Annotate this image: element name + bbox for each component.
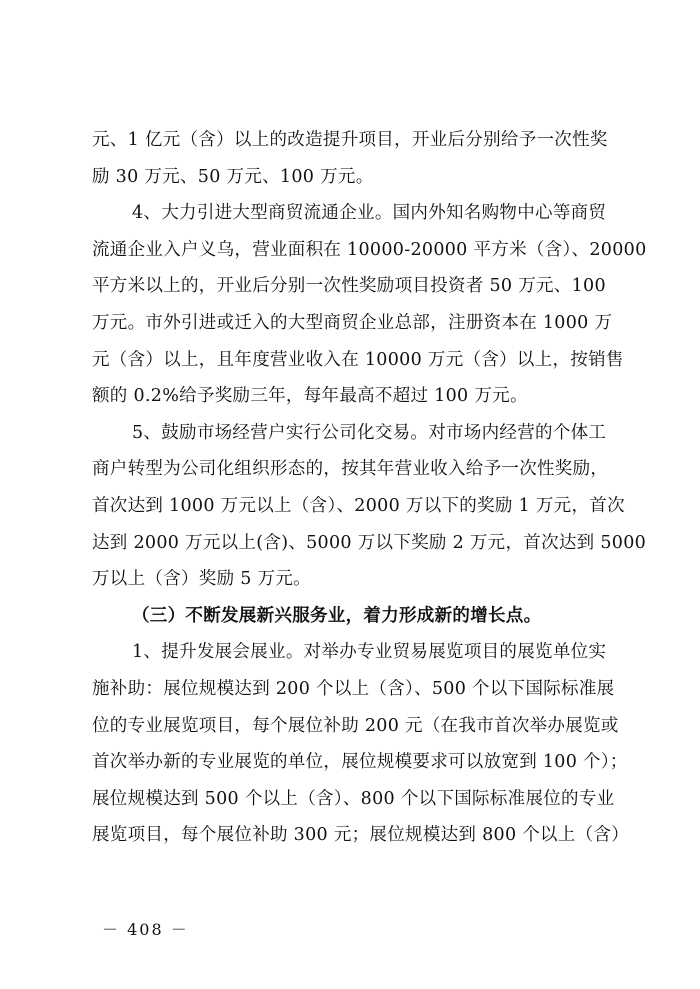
text-line: 1、提升发展会展业。对举办专业贸易展览项目的展览单位实 <box>132 642 607 663</box>
paragraph-item-5 <box>92 415 647 598</box>
paragraph-item-4 <box>92 195 647 415</box>
text-line: 位的专业展览项目，每个展位补助 200 元（在我市首次举办展览或 <box>92 715 619 736</box>
text-line: 4、大力引进大型商贸流通企业。国内外知名购物中心等商贸 <box>132 203 607 224</box>
text-line: 万以上（含）奖励 5 万元。 <box>92 569 311 590</box>
text-line: 元（含）以上，且年度营业收入在 10000 万元（含）以上，按销售 <box>92 349 624 370</box>
text-line: 平方米以上的，开业后分别一次性奖励项目投资者 50 万元、100 <box>92 276 606 297</box>
page-number: － 408 － <box>102 920 189 939</box>
body-text <box>92 122 647 854</box>
text-line: 流通企业入户义乌，营业面积在 10000-20000 平方米（含）、20000 <box>92 239 647 260</box>
text-line: 商户转型为公司化组织形态的，按其年营业收入给予一次性奖励， <box>92 459 609 480</box>
paragraph-exhibition <box>92 634 630 854</box>
section-heading <box>92 598 612 635</box>
text-line: 首次达到 1000 万元以上（含）、2000 万以下的奖励 1 万元，首次 <box>92 495 625 516</box>
text-line: 施补助：展位规模达到 200 个以上（含）、500 个以下国际标准展 <box>92 678 615 699</box>
text-line: 5、鼓励市场经营户实行公司化交易。对市场内经营的个体工 <box>132 422 607 443</box>
text-line: 万元。市外引进或迁入的大型商贸企业总部，注册资本在 1000 万 <box>92 312 613 333</box>
text-line: 元、1 亿元（含）以上的改造提升项目，开业后分别给予一次性奖 <box>92 130 608 150</box>
paragraph-continuation <box>92 122 612 195</box>
text-line: 励 30 万元、50 万元、100 万元。 <box>92 166 374 187</box>
text-line: 达到 2000 万元以上(含)、5000 万以下奖励 2 万元，首次达到 5000 <box>92 532 647 553</box>
section-heading-text: （三）不断发展新兴服务业，着力形成新的增长点。 <box>132 605 542 626</box>
text-line: 展览项目，每个展位补助 300 元；展位规模达到 800 个以上（含） <box>92 825 630 846</box>
text-line: 首次举办新的专业展览的单位，展位规模要求可以放宽到 100 个）； <box>92 752 628 773</box>
text-line: 展位规模达到 500 个以上（含）、800 个以下国际标准展位的专业 <box>92 788 615 809</box>
text-line: 额的 0.2%给予奖励三年，每年最高不超过 100 万元。 <box>92 386 528 407</box>
